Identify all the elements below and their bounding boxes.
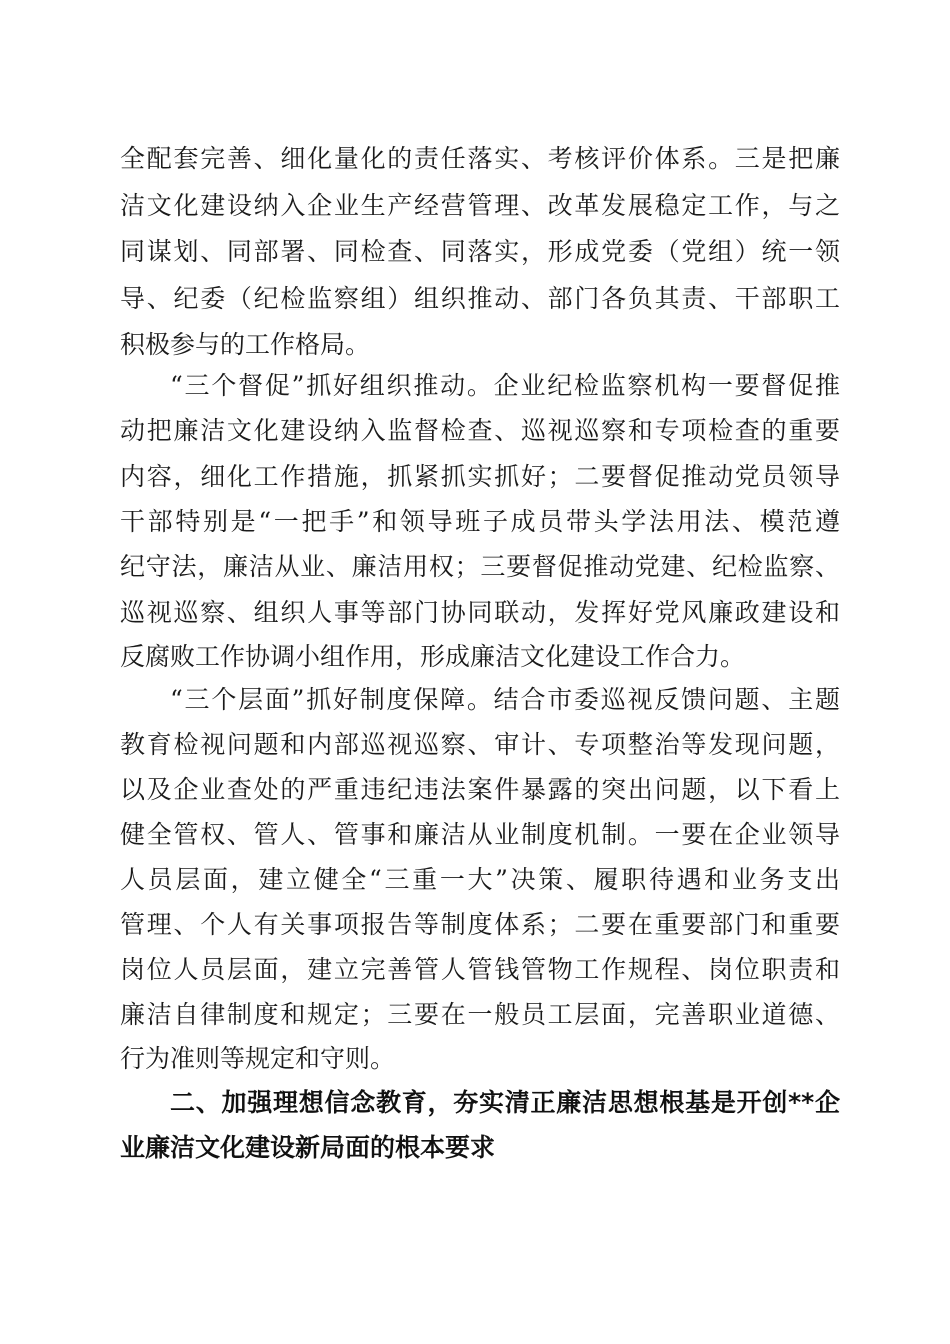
paragraph-line: 健全管权、管人、管事和廉洁从业制度机制。一要在企业领导: [120, 820, 840, 849]
paragraph-line: 干部特别是“一把手”和领导班子成员带头学法用法、模范遵: [120, 507, 840, 536]
paragraph-line: 以及企业查处的严重违纪违法案件暴露的突出问题，以下看上: [120, 775, 840, 804]
paragraph-line: 巡视巡察、组织人事等部门协同联动，发挥好党风廉政建设和: [120, 598, 840, 627]
paragraph-line: 岗位人员层面，建立完善管人管钱管物工作规程、岗位职责和: [120, 955, 840, 984]
paragraph-line: 积极参与的工作格局。: [120, 330, 371, 359]
paragraph-line: 动把廉洁文化建设纳入监督检查、巡视巡察和专项检查的重要: [120, 416, 840, 445]
paragraph-line: 全配套完善、细化量化的责任落实、考核评价体系。三是把廉: [120, 144, 840, 173]
paragraph-line: 洁文化建设纳入企业生产经营管理、改革发展稳定工作，与之: [120, 191, 840, 220]
paragraph-line: 同谋划、同部署、同检查、同落实，形成党委（党组）统一领: [120, 237, 840, 266]
paragraph-line: 教育检视问题和内部巡视巡察、审计、专项整治等发现问题，: [120, 730, 840, 759]
paragraph-line: 行为准则等规定和守则。: [120, 1044, 396, 1073]
paragraph-line: 导、纪委（纪检监察组）组织推动、部门各负其责、干部职工: [120, 284, 840, 313]
heading-line: 业廉洁文化建设新局面的根本要求: [120, 1133, 496, 1162]
paragraph-line: “三个层面”抓好制度保障。结合市委巡视反馈问题、主题: [170, 685, 840, 714]
heading-line: 二、加强理想信念教育，夯实清正廉洁思想根基是开创**企: [170, 1088, 840, 1117]
paragraph-line: “三个督促”抓好组织推动。企业纪检监察机构一要督促推: [170, 371, 840, 400]
paragraph-line: 人员层面，建立健全“三重一大”决策、履职待遇和业务支出: [120, 865, 840, 894]
paragraph-line: 纪守法，廉洁从业、廉洁用权；三要督促推动党建、纪检监察、: [120, 552, 840, 581]
paragraph-line: 廉洁自律制度和规定；三要在一般员工层面，完善职业道德、: [120, 1000, 840, 1029]
paragraph-line: 管理、个人有关事项报告等制度体系；二要在重要部门和重要: [120, 910, 840, 939]
paragraph-line: 内容，细化工作措施，抓紧抓实抓好；二要督促推动党员领导: [120, 462, 840, 491]
paragraph-line: 反腐败工作协调小组作用，形成廉洁文化建设工作合力。: [120, 642, 746, 671]
